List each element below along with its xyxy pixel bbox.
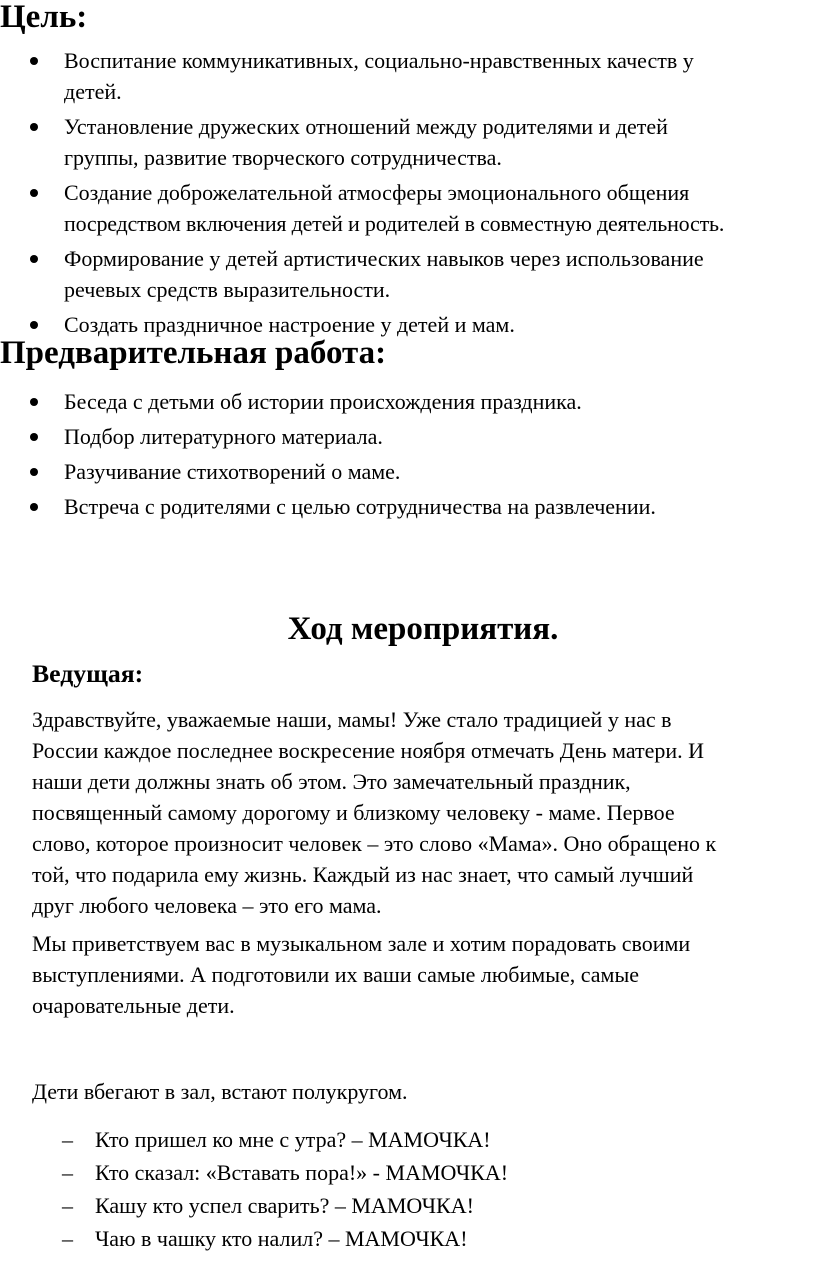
poem-line-text: Чаю в чашку кто налил? – МАМОЧКА!: [95, 1226, 468, 1251]
goal-item-line2: посредством включения детей и родителей в совместную деятельность.: [64, 211, 725, 236]
preparation-item: [0, 421, 816, 452]
poem-line-text: Кашу кто успел сварить? – МАМОЧКА!: [95, 1193, 474, 1218]
event-title: Ход мероприятия.: [287, 611, 559, 647]
bullet-icon: [30, 433, 38, 441]
preparation-item-text: Подбор литературного материала.: [64, 424, 383, 449]
poem-line-text: Кто пришел ко мне с утра? – МАМОЧКА!: [95, 1127, 491, 1152]
poem-line: [0, 1190, 816, 1221]
goal-item: [0, 111, 816, 173]
paragraph-line: Мы приветствуем вас в музыкальном зале и хотим порадовать своими: [32, 931, 691, 956]
paragraph-line: друг любого человека – это его мама.: [32, 893, 382, 918]
bullet-icon: [30, 255, 38, 263]
poem-line: [0, 1124, 816, 1155]
dash-marker: –: [62, 1127, 73, 1152]
goal-heading: Цель:: [0, 0, 88, 35]
goal-list: [0, 45, 816, 344]
host-speech-paragraph-2: [32, 928, 812, 1021]
poem-line-text: Кто сказал: «Вставать пора!» - МАМОЧКА!: [95, 1160, 509, 1185]
poem-line: [0, 1223, 816, 1254]
goal-item-line2: речевых средств выразительности.: [64, 277, 391, 302]
preparation-item: [0, 386, 816, 417]
dash-marker: –: [62, 1226, 73, 1251]
bullet-icon: [30, 57, 38, 65]
paragraph-line: той, что подарила ему жизнь. Каждый из нас знает, что самый лучший: [32, 862, 694, 887]
preparation-item-text: Беседа с детьми об истории происхождения праздника.: [64, 389, 582, 414]
dash-marker: –: [62, 1193, 73, 1218]
bullet-icon: [30, 503, 38, 511]
paragraph-line: России каждое последнее воскресение ноября отмечать День матери. И: [32, 738, 705, 763]
preparation-item: [0, 491, 816, 522]
goal-item-line2: группы, развитие творческого сотрудничества.: [64, 145, 502, 170]
poem-line: [0, 1157, 816, 1188]
paragraph-line: очаровательные дети.: [32, 993, 235, 1018]
bullet-icon: [30, 123, 38, 131]
bullet-icon: [30, 321, 38, 329]
goal-item-line1: Создать праздничное настроение у детей и мам.: [64, 312, 515, 337]
preparation-list: [0, 386, 816, 526]
paragraph-line: Здравствуйте, уважаемые наши, мамы! Уже стало традицией у нас в: [32, 707, 672, 732]
goal-item: [0, 45, 816, 107]
host-label: Ведущая:: [32, 659, 144, 688]
goal-item-line1: Установление дружеских отношений между родителями и детей: [64, 114, 668, 139]
poem-lines: [0, 1124, 816, 1256]
bullet-icon: [30, 398, 38, 406]
stage-direction: Дети вбегают в зал, встают полукругом.: [32, 1079, 408, 1104]
goal-item-line2: детей.: [64, 79, 122, 104]
preparation-item-text: Разучивание стихотворений о маме.: [64, 459, 401, 484]
dash-marker: –: [62, 1160, 73, 1185]
paragraph-line: посвященный самому дорогому и близкому человеку - маме. Первое: [32, 800, 675, 825]
bullet-icon: [30, 189, 38, 197]
goal-item: [0, 177, 816, 239]
goal-item: [0, 243, 816, 305]
host-speech-paragraph-1: [32, 704, 812, 921]
preparation-item: [0, 456, 816, 487]
preparation-heading: Предварительная работа:: [0, 335, 387, 371]
bullet-icon: [30, 468, 38, 476]
paragraph-line: слово, которое произносит человек – это слово «Мама». Оно обращено к: [32, 831, 717, 856]
goal-item-line1: Формирование у детей артистических навыков через использование: [64, 246, 704, 271]
paragraph-line: наши дети должны знать об этом. Это замечательный праздник,: [32, 769, 631, 794]
goal-item-line1: Создание доброжелательной атмосферы эмоционального общения: [64, 180, 690, 205]
paragraph-line: выступлениями. А подготовили их ваши самые любимые, самые: [32, 962, 640, 987]
goal-item-line1: Воспитание коммуникативных, социально-нравственных качеств у: [64, 48, 694, 73]
preparation-item-text: Встреча с родителями с целью сотрудничества на развлечении.: [64, 494, 656, 519]
